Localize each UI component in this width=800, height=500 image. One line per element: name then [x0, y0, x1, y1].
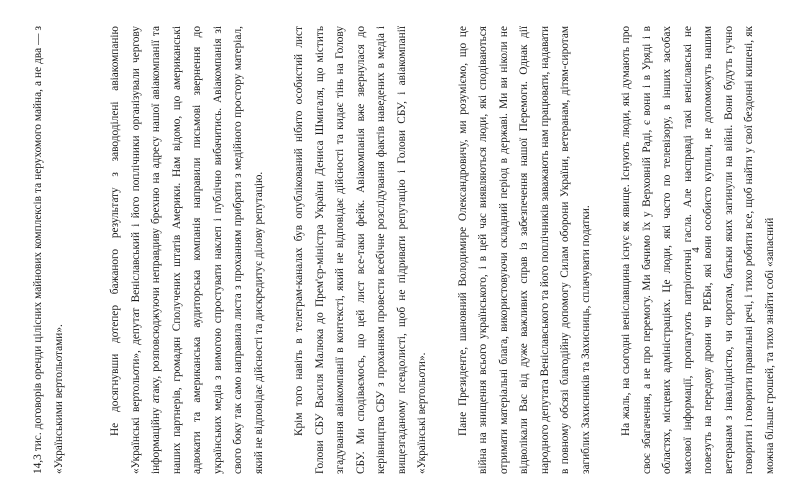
page-number: 4 — [690, 247, 702, 253]
paragraph-3: Крім того навіть в телеграм-каналах був опублікований нібито особистий лист Голови СБУ Василя Малюка до Прем'єр-міністра України Дениса Шмигаля, що містить згадування авіакомпанії в контексті, який не відповідає дійсності та кидає тінь на Голову СБУ. Ми сподіваємось, що цей лист все-таки фейк. Авіакомпанія вже звернулася до керівництва СБУ з проханням провести всебічне розслідування фактів наведених в медіа і вищезгаданому псевдолисті, щоб не підривати репутацію і Голови СБУ, і авіакомпанії «Українські вертольоти». — [293, 26, 428, 474]
paragraph-2: Не досягнувши дотепер бажаного результату з завододілені авіакомпанію «Українські вертольоти», депутат Веніславський і його поплічники організували чергову інформаційну атаку, розповсюджуючи неправдиву брехню на адресу нашої авіакомпанії та наших партнерів, громадян Сполучених штатів Америки. Нам відомо, що американські адвокати та американська аудиторська компанія направили письмові звернення до українських медіа з вимогою спростувати наклеп і публічно вибачитись. Авіакомпанія зі свого боку так само направила листа з проханням прибрати з медійного простору матеріал, який не відповідає дійсності та дискредитує ділову репутацію. — [109, 26, 265, 474]
document-body — [28, 26, 800, 474]
paragraph-1: 14,3 тис. договорів оренди цілісних майнових комплексів та нерухомого майна, а не два — з «Українськими вертольотами». — [32, 26, 65, 474]
paragraph-5: На жаль, на сьогодні веніславщина існує як явище. Існують люди, які думають про своє збагачення, а не про перемогу. Ми бачимо їх у Верховній Раді, є вони і в Уряді і в областях, місцевих адміністраціях. Це люди, які часто по телевізору, в інших засобах масової інформації, пропагують патріотичні гасла. Але насправді такі веніславські не повезуть на передову дрони чи РЕБи, які вони особисто купили, не допоможуть нашим ветеранам з інвалідністю, чи сиротам, батьки яких загинули на війні. Вони будуть гучно говорити і говорити правильні речі, і тихо робити все, щоб найти у свої бездонні кишені, як можна більше грошей, та тихо знайти собі «запасний — [620, 26, 776, 474]
paragraph-4: Пане Президенте, шановний Володимире Олександровичу, ми розуміємо, що це війна на знищення всього українського, і в цей час виявляються люди, які сподіваються отримати матеріальні блага, використовуючи складний період в державі. Ми ви ніколи не відволікали Вас від дуже важливих справ із забезпечення нашої Перемоги. Однак дії народного депутата Веніславського та його поплічників заважають нам працювати, надавати в повному обсязі благодійну допомогу Силам оборони України, ветеранам, дітям-сиротам загиблих Захисників та Захисниць, сплачувати податки. — [456, 26, 592, 474]
